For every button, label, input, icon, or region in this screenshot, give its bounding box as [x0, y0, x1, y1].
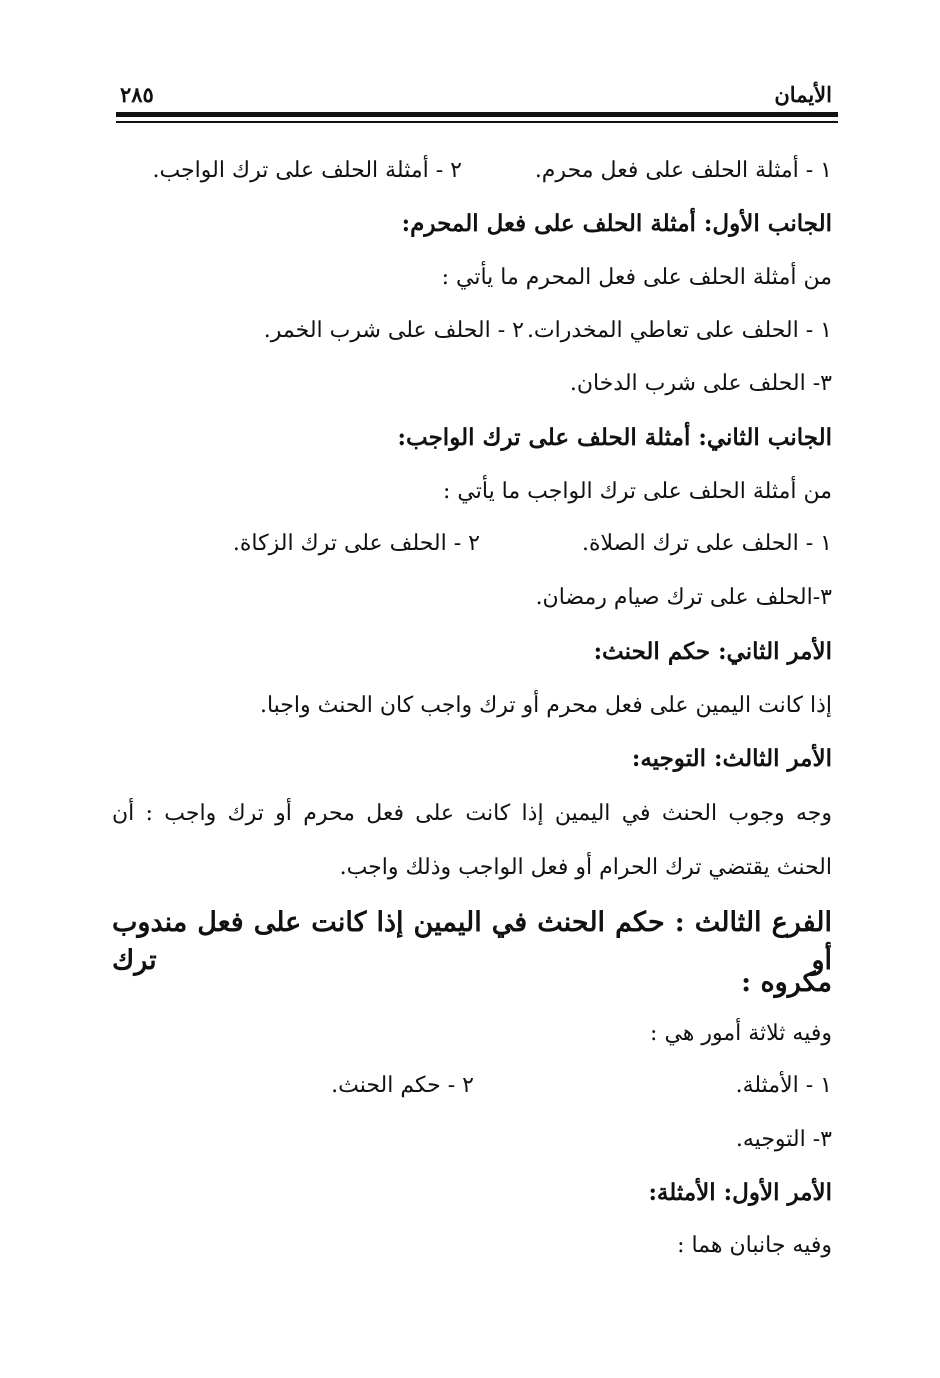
paragraph: الحنث يقتضي ترك الحرام أو فعل الواجب وذلك واجب.	[339, 855, 832, 880]
list-item: ٢ - الحلف على ترك الزكاة.	[232, 531, 480, 556]
list-item: ١ - أمثلة الحلف على فعل محرم.	[534, 158, 832, 183]
paragraph: وفيه ثلاثة أمور هي :	[650, 1021, 832, 1046]
list-item: ١ - الحلف على ترك الصلاة.	[582, 531, 832, 556]
list-item: ١ - الحلف على تعاطي المخدرات.	[526, 318, 832, 343]
header-rule-thin	[116, 121, 838, 123]
section-heading: الأمر الثاني: حكم الحنث:	[593, 638, 832, 665]
section-heading: الجانب الأول: أمثلة الحلف على فعل المحرم:	[401, 210, 832, 237]
list-item: ١ - الأمثلة.	[735, 1073, 832, 1098]
paragraph: إذا كانت اليمين على فعل محرم أو ترك واجب كان الحنث واجبا.	[259, 693, 832, 718]
list-item: ٢ - الحلف على شرب الخمر.	[263, 318, 524, 343]
page-number: ٢٨٥	[120, 82, 154, 107]
list-item: ٣- الحلف على شرب الدخان.	[569, 371, 832, 396]
branch-heading: مكروه :	[741, 967, 832, 998]
paragraph: وجه وجوب الحنث في اليمين إذا كانت على فعل محرم أو ترك واجب : أن	[112, 801, 832, 826]
list-item: ٢ - أمثلة الحلف على ترك الواجب.	[152, 158, 462, 183]
header-rule-thick	[116, 112, 838, 117]
section-heading: الجانب الثاني: أمثلة الحلف على ترك الواجب:	[397, 424, 832, 451]
paragraph: من أمثلة الحلف على فعل المحرم ما يأتي :	[441, 265, 832, 290]
list-item: ٣-الحلف على ترك صيام رمضان.	[535, 585, 832, 610]
branch-heading: الفرع الثالث : حكم الحنث في اليمين إذا كانت على فعل مندوب أو ترك	[112, 907, 832, 976]
running-header-title: الأيمان	[774, 82, 832, 107]
list-item: ٢ - حكم الحنث.	[331, 1073, 474, 1098]
paragraph: وفيه جانبان هما :	[677, 1233, 832, 1258]
section-heading: الأمر الثالث: التوجيه:	[631, 745, 832, 772]
section-heading: الأمر الأول: الأمثلة:	[648, 1179, 832, 1206]
paragraph: من أمثلة الحلف على ترك الواجب ما يأتي :	[443, 479, 832, 504]
list-item: ٣- التوجيه.	[735, 1127, 832, 1152]
